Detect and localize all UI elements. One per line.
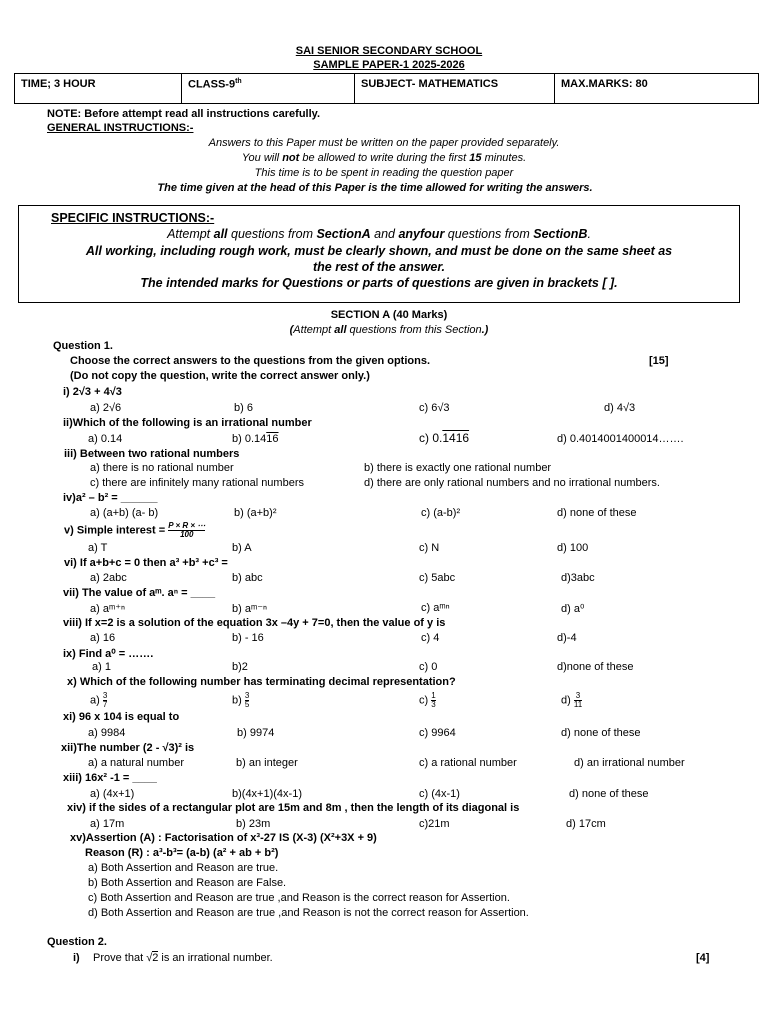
- q-vi-label: vi) If a+b+c = 0 then a³ +b³ +c³ =: [64, 557, 228, 569]
- time-cell: TIME; 3 HOUR: [15, 74, 182, 103]
- q-ii-c-pre: c) 0.: [419, 431, 443, 445]
- q-x-option-a: [90, 692, 107, 709]
- q-ii-label: ii)Which of the following is an irrational number: [63, 417, 312, 429]
- q-iv-option-b: b) (a+b)²: [234, 507, 277, 519]
- specific-line-2: All working, including rough work, must be clearly shown, and must be done on the same sheet as: [85, 244, 673, 258]
- sa-e: .): [481, 324, 489, 336]
- q-x-c-fraction: [431, 692, 435, 709]
- q-ix-option-b: b)2: [232, 661, 248, 673]
- q-i-option-b: b) 6: [234, 402, 253, 414]
- q-vii-label: vii) The value of aᵐ. aⁿ = ____: [63, 587, 216, 599]
- q-vii-option-b: b) aᵐ⁻ⁿ: [232, 603, 268, 615]
- q-iii-option-a: a) there is no rational number: [90, 462, 234, 474]
- q-xi-label: xi) 96 x 104 is equal to: [63, 711, 180, 723]
- q-x-option-b: [232, 692, 249, 709]
- q-xiv-option-a: a) 17m: [90, 818, 125, 830]
- sl1a: Attempt: [167, 227, 214, 241]
- section-a-subtitle: [0, 324, 768, 336]
- question-1-intro-2: (Do not copy the question, write the correct answer only.): [70, 370, 370, 382]
- q-iv-option-c: c) (a-b)²: [421, 507, 461, 519]
- specific-instructions-title: SPECIFIC INSTRUCTIONS:-: [51, 211, 215, 225]
- school-name: SAI SENIOR SECONDARY SCHOOL: [295, 45, 483, 57]
- q-viii-option-a: a) 16: [90, 632, 116, 644]
- q-xi-option-c: c) 9964: [419, 727, 456, 739]
- gl2c: be allowed to write during the first: [299, 152, 470, 164]
- q-xii-option-a: a) a natural number: [88, 757, 184, 769]
- q-v-label: [64, 522, 205, 539]
- q-xiv-option-d: d) 17cm: [566, 818, 606, 830]
- class-sup: th: [235, 78, 242, 85]
- q-v-frac-den: 100: [180, 530, 194, 539]
- gl2a: You will: [241, 152, 283, 164]
- q-viii-label: viii) If x=2 is a solution of the equation 3x –4y + 7=0, then the value of y is: [63, 617, 446, 629]
- q-v-option-d: d) 100: [557, 542, 589, 554]
- q2-i-text: Prove that √2 is an irrational number.: [93, 952, 273, 964]
- q-xii-option-b: b) an integer: [236, 757, 298, 769]
- q2-i-text-a: Prove that: [93, 952, 147, 964]
- q-v-fraction: [168, 522, 205, 539]
- question-1-title: Question 1.: [53, 340, 113, 352]
- q-iii-option-c: c) there are infinitely many rational numbers: [90, 477, 304, 489]
- q-xiii-option-c: c) (4x-1): [419, 788, 460, 800]
- q-x-a-den: 7: [102, 700, 108, 709]
- q-xv-option-d: d) Both Assertion and Reason are true ,and Reason is not the correct reason for Assertion.: [88, 907, 529, 919]
- q2-i-root: 2: [152, 952, 159, 964]
- sl1b: all: [213, 227, 228, 241]
- q-vii-option-c: c) aᵐⁿ: [421, 602, 450, 614]
- q-x-a-num: 3: [102, 691, 108, 700]
- sl1h: SectionB: [533, 227, 588, 241]
- q-xiv-label: xiv) if the sides of a rectangular plot are 15m and 8m , then the length of its diagonal is: [67, 802, 520, 814]
- q-iv-option-a: a) (a+b) (a- b): [90, 507, 159, 519]
- q-v-option-b: b) A: [232, 542, 252, 554]
- specific-line-1: [18, 227, 740, 241]
- q-xi-option-d: d) none of these: [561, 727, 641, 739]
- q-i-option-c: c) 6√3: [419, 402, 450, 414]
- q-xv-option-b: b) Both Assertion and Reason are False.: [88, 877, 287, 889]
- q-v-option-a: a) T: [88, 542, 108, 554]
- sa-a: (: [289, 324, 294, 336]
- q-x-option-d: [561, 692, 582, 709]
- q-iii-option-b: b) there is exactly one rational number: [364, 462, 552, 474]
- q-v-label-text: v) Simple interest =: [64, 524, 169, 537]
- q-i-label: i) 2√3 + 4√3: [63, 386, 122, 398]
- note: NOTE: Before attempt read all instructions carefully.: [47, 108, 321, 120]
- q-x-label: x) Which of the following number has terminating decimal representation?: [67, 676, 456, 688]
- class-label: CLASS-9: [188, 78, 236, 91]
- q-ii-option-d: d) 0.4014001400014…….: [557, 433, 684, 445]
- q-ii-option-b: [232, 433, 279, 445]
- question-1-marks: [15]: [649, 355, 669, 367]
- sl1d: SectionA: [316, 227, 371, 241]
- q-ii-c-bar: 1416: [442, 431, 470, 445]
- q-xiii-option-b: b)(4x+1)(4x-1): [232, 788, 302, 800]
- q-x-d-fraction: [574, 692, 582, 709]
- question-2-title: Question 2.: [47, 936, 107, 948]
- q-xiv-option-c: c)21m: [419, 818, 450, 830]
- sl1c: questions from: [227, 227, 317, 241]
- q-xiv-option-b: b) 23m: [236, 818, 271, 830]
- q-x-a-prefix: a): [90, 694, 100, 707]
- q-x-d-den: 11: [573, 700, 583, 709]
- q-viii-option-c: c) 4: [421, 632, 440, 644]
- q-vi-option-b: b) abc: [232, 572, 263, 584]
- q-viii-option-b: b) - 16: [232, 632, 264, 644]
- q-ix-option-a: a) 1: [92, 661, 111, 673]
- q-iv-option-d: d) none of these: [557, 507, 637, 519]
- specific-line-3: the rest of the answer.: [313, 260, 445, 274]
- q-vi-option-d: d)3abc: [561, 572, 595, 584]
- q-xiii-option-a: a) (4x+1): [90, 788, 135, 800]
- sa-b: Attempt: [293, 324, 335, 336]
- general-line-2: [0, 152, 768, 164]
- sl1g: questions from: [444, 227, 534, 241]
- header-table: [14, 73, 759, 104]
- q-xv-option-a: a) Both Assertion and Reason are true.: [88, 862, 279, 874]
- q-ii-option-a: a) 0.14: [88, 433, 123, 445]
- q-x-option-c: [419, 692, 436, 709]
- q-ix-option-d: d)none of these: [557, 661, 634, 673]
- class-cell: [182, 74, 355, 103]
- question-1-intro: Choose the correct answers to the questions from the given options.: [70, 355, 430, 367]
- subject-cell: SUBJECT- MATHEMATICS: [355, 74, 555, 103]
- q-x-c-num: 1: [431, 691, 436, 700]
- q-xiii-option-d: d) none of these: [569, 788, 649, 800]
- q-xi-option-a: a) 9984: [88, 727, 126, 739]
- q-vi-option-a: a) 2abc: [90, 572, 127, 584]
- q-xii-option-d: d) an irrational number: [574, 757, 685, 769]
- q-vii-option-a: a) aᵐ⁺ⁿ: [90, 603, 126, 615]
- q-ii-b-pre: b) 0.14: [232, 433, 267, 445]
- section-a-title: SECTION A (40 Marks): [330, 309, 448, 321]
- paper-title: SAMPLE PAPER-1 2025-2026: [313, 59, 465, 71]
- q-vii-option-d: d) a⁰: [561, 603, 585, 615]
- q-x-c-den: 3: [431, 700, 436, 709]
- general-line-1: Answers to this Paper must be written on the paper provided separately.: [208, 137, 560, 149]
- q-xv-option-c: c) Both Assertion and Reason are true ,and Reason is the correct reason for Assertion.: [88, 892, 510, 904]
- q-x-d-num: 3: [575, 691, 581, 700]
- sl1f: anyfour: [398, 227, 445, 241]
- sa-d: questions from this Section: [346, 324, 482, 336]
- q-xi-option-b: b) 9974: [237, 727, 275, 739]
- q-v-option-c: c) N: [419, 542, 440, 554]
- general-line-3: This time is to be spent in reading the question paper: [254, 167, 514, 179]
- q-ix-option-c: c) 0: [419, 661, 438, 673]
- q-ii-option-c: [419, 431, 469, 445]
- specific-line-4: The intended marks for Questions or parts of questions are given in brackets [ ].: [140, 276, 618, 290]
- sa-c: all: [334, 324, 347, 336]
- gl2e: minutes.: [481, 152, 527, 164]
- q-x-b-num: 3: [244, 691, 250, 700]
- q-xii-label: xii)The number (2 - √3)² is: [61, 742, 195, 754]
- sl1i: .: [587, 227, 591, 241]
- q-xiii-label: xiii) 16x² -1 = ____: [63, 772, 157, 784]
- q-ix-label: ix) Find a⁰ = …….: [63, 648, 154, 660]
- q-iii-option-d: d) there are only rational numbers and no irrational numbers.: [364, 477, 660, 489]
- gl2b: not: [282, 152, 300, 164]
- q-i-option-a: a) 2√6: [90, 402, 122, 414]
- q-x-c-prefix: c): [419, 694, 429, 707]
- q-xv-label: xv)Assertion (A) : Factorisation of x³-27 IS (X-3) (X²+3X + 9): [70, 832, 377, 844]
- q-x-d-prefix: d): [561, 694, 571, 707]
- general-instructions-title: GENERAL INSTRUCTIONS:-: [47, 122, 194, 134]
- q-v-frac-num: P × R × ⋯: [168, 521, 206, 530]
- general-line-4: The time given at the head of this Paper is the time allowed for writing the answers.: [157, 182, 593, 194]
- marks-cell: MAX.MARKS: 80: [561, 78, 648, 90]
- q2-i-text-b: is an irrational number.: [158, 952, 273, 964]
- q-xii-option-c: c) a rational number: [419, 757, 517, 769]
- q-x-b-fraction: [245, 692, 249, 709]
- q-ii-b-bar: 16: [266, 433, 279, 445]
- q-xv-reason: Reason (R) : a³-b³= (a-b) (a² + ab + b²): [85, 847, 279, 859]
- q-iii-label: iii) Between two rational numbers: [64, 448, 240, 460]
- q-iv-label: iv)a² – b² = ______: [63, 492, 158, 504]
- q2-i-label: i): [73, 952, 80, 964]
- gl2d: 15: [469, 152, 482, 164]
- q-x-b-prefix: b): [232, 694, 242, 707]
- q-vi-option-c: c) 5abc: [419, 572, 456, 584]
- q2-i-marks: [4]: [696, 952, 710, 964]
- q-x-b-den: 5: [244, 700, 250, 709]
- q-viii-option-d: d)-4: [557, 632, 577, 644]
- q-x-a-fraction: [103, 692, 107, 709]
- q-i-option-d: d) 4√3: [604, 402, 636, 414]
- sl1e: and: [370, 227, 399, 241]
